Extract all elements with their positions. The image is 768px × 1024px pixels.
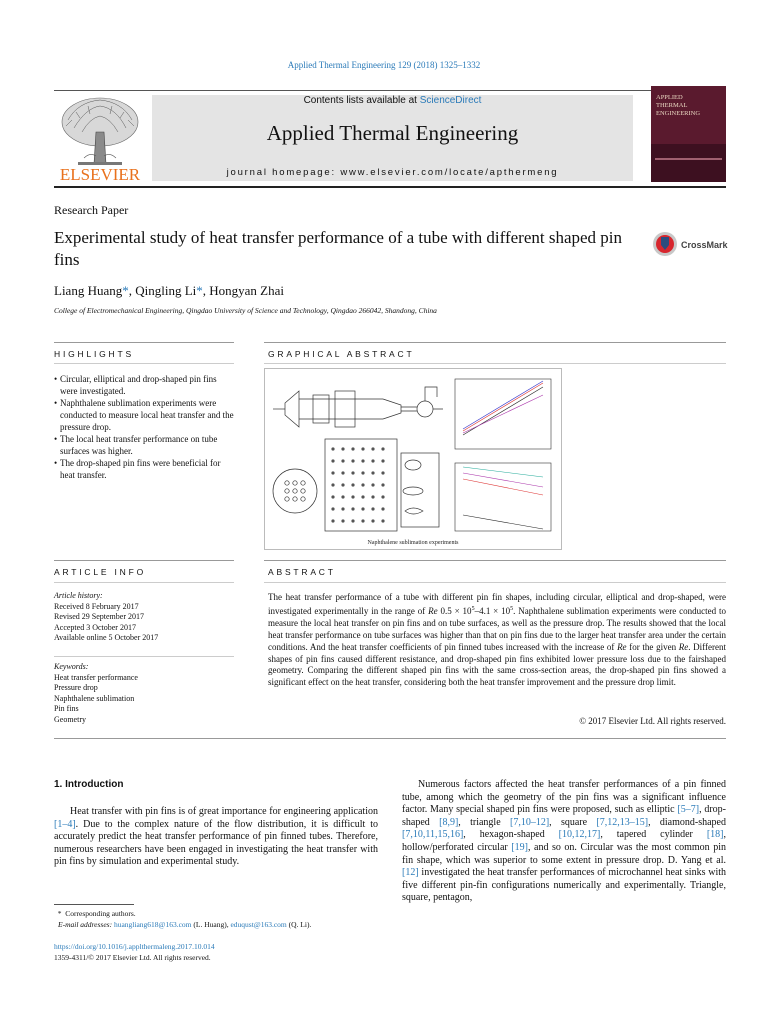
intro-text: , tapered cylinder [600,829,707,841]
keyword-item: Pin fins [54,704,79,713]
abstract-rule [264,560,726,561]
corresponding-mark[interactable]: * [196,283,203,298]
cover-title-line: THERMAL [656,102,688,109]
graphical-abstract-caption: Naphthalene sublimation experiments [367,540,459,546]
abstract-exponent: 5 [510,605,514,612]
highlight-item: • The local heat transfer performance on tube surfaces was higher. [60,433,234,457]
intro-text: , hexagon-shaped [463,829,559,841]
graphical-abstract-image [265,369,561,549]
intro-text: investigated the heat transfer performances of microchannel heat sinks with five different pin-fin configurations numerically and experimentally. Triangle, square, pentagon, [402,867,726,904]
intro-text: , diamond-shaped [648,816,726,828]
abstract-heading: ABSTRACT [268,567,336,577]
keywords-block [54,662,234,725]
header-rule-top [54,90,726,91]
citation-link[interactable]: [7,10,11,15,16] [402,829,464,841]
graphical-abstract-rule [264,342,726,343]
intro-text: , drop-shaped [402,804,726,828]
abstract-exponent: 5 [471,605,475,612]
paper-title: Experimental study of heat transfer performance of a tube with different shaped pin fins [54,228,623,269]
intro-text: Heat transfer with pin fins is of great importance for engineering application [70,806,378,817]
email-label: E-mail addresses: [58,920,114,929]
intro-text: , triangle [458,816,510,828]
graphical-abstract-heading: GRAPHICAL ABSTRACT [268,349,415,359]
intro-text: , square [549,816,597,828]
intro-text: Numerous factors affected the heat transfer performances of a pin finned tube, among which the geometry of the pin fins was a significant influence factor. Many special shaped pin fins were proposed, such as elliptic [402,779,726,816]
keywords-label: Keywords: [54,662,89,671]
abstract-re: Re [428,605,438,616]
doi-block [54,941,215,963]
keyword-item: Pressure drop [54,683,98,692]
abstract-re: Re [617,641,627,652]
crossmark-label: CrossMark [681,240,728,250]
paper-type: Research Paper [54,203,129,217]
corresponding-text: Corresponding authors. [65,909,136,918]
elsevier-logo[interactable] [54,92,146,184]
email-footnote [54,919,384,930]
cover-title-line: ENGINEERING [656,110,701,117]
corresponding-mark[interactable]: * [122,283,129,298]
citation-link[interactable]: [5–7] [677,804,700,816]
crossmark-badge[interactable] [652,229,732,259]
highlight-item: • Naphthalene sublimation experiments were conducted to measure local heat transfer and the pressure drop. [60,397,234,433]
intro-paragraph-2 [402,779,726,905]
keyword-item: Naphthalene sublimation [54,693,135,703]
abstract-copyright: © 2017 Elsevier Ltd. All rights reserved. [579,716,726,726]
footnotes [54,908,384,930]
keyword-item: Geometry [54,714,86,724]
history-item: Accepted 3 October 2017 [54,622,136,632]
citation-link[interactable]: [8,9] [439,816,459,828]
citation-link[interactable]: [10,12,17] [558,829,601,841]
citation-link[interactable]: [7,12,13–15] [596,816,649,828]
journal-title: Applied Thermal Engineering [266,121,519,145]
header-rule-bottom [54,186,726,188]
citation-link[interactable]: [1–4] [54,818,76,830]
abstract-text [268,592,726,689]
elsevier-tree-icon [54,92,146,184]
citation-link[interactable]: [12] [402,867,419,879]
keywords-rule [54,656,234,657]
author-list: Liang Huang*, Qingling Li*, Hongyan Zhai [54,283,284,298]
author-name[interactable]: Liang Huang [54,283,123,298]
front-matter-bottom-rule [54,738,726,739]
journal-homepage[interactable]: journal homepage: www.elsevier.com/locate/apthermeng [226,167,559,178]
article-history [54,591,234,644]
contents-prefix: Contents lists available at [303,95,420,106]
history-item: Received 8 February 2017 [54,601,139,611]
highlights-rule-inner [54,363,234,364]
corresponding-footnote: * Corresponding authors. [54,909,136,918]
abstract-segment: . Different shapes of pin fins caused different resistance, and drop-shaped pin fins exhibited lower pressure loss due to the fairshaped geometry. Comparing the different shaped pin fins with the same cross-section areas, the drop-shaped pin fins showed a significant effect on the heat transfer, considering both the heat transfer improvement and the pressure drop limit. [268,641,726,688]
highlight-item: • The drop-shaped pin fins were beneficial for heat transfer. [60,457,234,481]
abstract-segment: –4.1 × 10 [474,605,511,616]
abstract-segment: for the given [626,641,679,652]
issn-line: 1359-4311/© 2017 Elsevier Ltd. All rights reserved. [54,953,211,962]
author-name[interactable]: Hongyan Zhai [209,283,284,298]
journal-reference-link[interactable]: Applied Thermal Engineering 129 (2018) 1325–1332 [287,60,481,70]
doi-link[interactable]: https://doi.org/10.1016/j.applthermaleng.2017.10.014 [54,942,215,951]
affiliation: College of Electromechanical Engineering, Qingdao University of Science and Technology, Qingdao 266042, Shandong, China [54,306,437,315]
intro-text: , hollow/perforated circular [402,829,726,853]
abstract-segment: The heat transfer performance of a tube with different pin fin shapes, including circular, elliptical and drop-shaped, were investigated experimentally in the range of [268,592,726,616]
graphical-abstract-rule-inner [264,363,726,364]
cover-title-line: APPLIED [656,94,683,101]
citation-link[interactable]: [19] [511,841,528,853]
intro-text: , and so on. Circular was the most common pin fin shape, which was superior to some extent in pressure drop. D. Yang et al. [402,841,726,866]
abstract-segment: 0.5 × 10 [437,605,472,616]
highlight-item: • Circular, elliptical and drop-shaped pin fins were investigated. [60,373,234,397]
history-item: Available online 5 October 2017 [54,633,159,642]
author-name[interactable]: Qingling Li [135,283,197,298]
abstract-rule-inner [264,582,726,583]
highlights-list [54,373,234,481]
elsevier-wordmark: ELSEVIER [59,165,141,184]
email-owner: (Q. Li). [286,920,312,929]
email-link-huang[interactable]: huangliang618@163.com [113,920,192,929]
article-info-rule [54,560,234,561]
keyword-item: Heat transfer performance [54,672,138,682]
email-link-li[interactable]: eduqust@163.com [230,920,287,929]
sciencedirect-link[interactable]: ScienceDirect [419,95,482,106]
highlights-rule [54,342,234,343]
citation-link[interactable]: [18] [706,829,724,841]
footnote-rule [54,904,134,905]
abstract-re: Re [678,641,689,652]
graphical-abstract-figure[interactable] [264,368,562,550]
article-info-heading: ARTICLE INFO [54,567,147,577]
highlights-heading: HIGHLIGHTS [54,349,134,359]
email-owner: (L. Huang), [191,920,231,929]
cover-title [656,94,722,118]
contents-line [152,95,633,106]
crossmark-icon [652,229,732,259]
intro-text: . Due to the complex nature of the flow distribution, it is difficult to accurately predict the heat transfer performance of pin finned tubes. Therefore, numerous researchers have been engaged in investigating the heat transfer with pin fins by simulation and experimental study. [54,818,378,868]
section-heading-introduction: 1. Introduction [54,779,124,790]
article-info-rule-inner [54,582,234,583]
abstract-segment: . Naphthalene sublimation experiments were conducted to measure the local heat transfer on pin fins and on tube surfaces, as well as the pressure drop. The results showed that the local heat transfer performance on tube surfaces was higher than that on pin fins due to the larger heat transfer area under the certain conditions. And the heat transfer coefficients of pin finned tubes increased with the increase of [268,605,726,652]
citation-link[interactable]: [7,10–12] [509,816,550,828]
history-label: Article history: [54,591,103,600]
intro-paragraph-1 [54,806,378,869]
history-item: Revised 29 September 2017 [54,612,144,621]
